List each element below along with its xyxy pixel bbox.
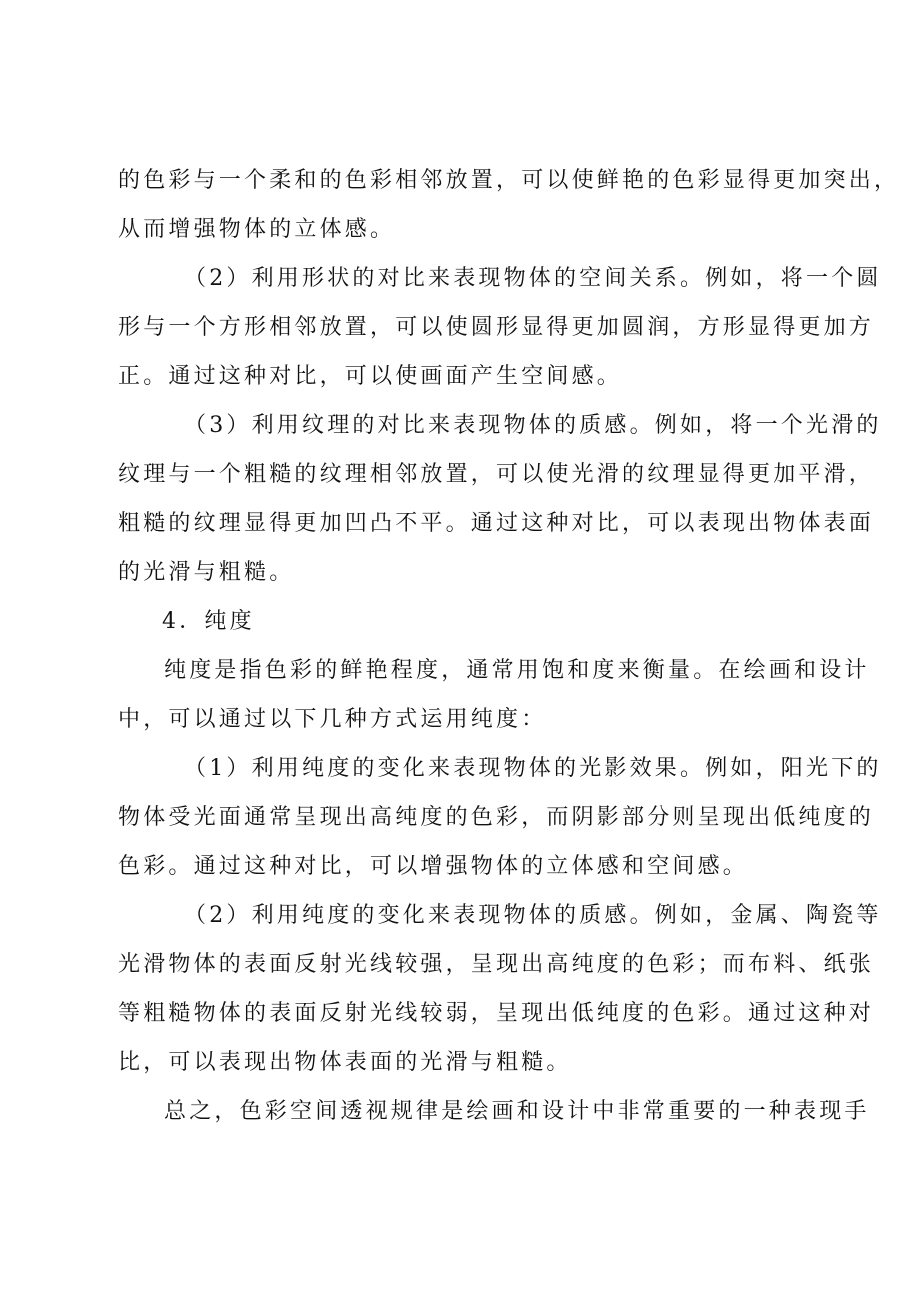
text-line-3: （2）利用形状的对比来表现物体的空间关系。例如，将一个圆 <box>184 266 882 291</box>
text-line-5: 正。通过这种对比，可以使画面产生空间感。 <box>118 364 623 389</box>
section-heading: 4．纯度 <box>162 609 255 634</box>
body-text <box>118 156 900 1136</box>
text-line-19: 比，可以表现出物体表面的光滑与粗糙。 <box>118 1050 572 1075</box>
text-line-6: （3）利用纹理的对比来表现物体的质感。例如，将一个光滑的 <box>184 413 882 438</box>
text-line-11: 纯度是指色彩的鲜艳程度，通常用饱和度来衡量。在绘画和设计 <box>164 658 870 683</box>
text-line-9: 的光滑与粗糙。 <box>118 560 295 585</box>
text-line-14: 物体受光面通常呈现出高纯度的色彩，而阴影部分则呈现出低纯度的 <box>118 805 875 830</box>
text-line-12: 中，可以通过以下几种方式运用纯度： <box>118 707 547 732</box>
text-line-13: （1）利用纯度的变化来表现物体的光影效果。例如，阳光下的 <box>184 756 882 781</box>
text-line-8: 粗糙的纹理显得更加凹凸不平。通过这种对比，可以表现出物体表面 <box>118 511 875 536</box>
text-line-4: 形与一个方形相邻放置，可以使圆形显得更加圆润，方形显得更加方 <box>118 315 875 340</box>
text-line-7: 纹理与一个粗糙的纹理相邻放置，可以使光滑的纹理显得更加平滑， <box>118 462 875 487</box>
text-line-18: 等粗糙物体的表面反射光线较弱，呈现出低纯度的色彩。通过这种对 <box>118 1001 875 1026</box>
text-line-1: 的色彩与一个柔和的色彩相邻放置，可以使鲜艳的色彩显得更加突出， <box>118 168 900 193</box>
text-line-17: 光滑物体的表面反射光线较强，呈现出高纯度的色彩；而布料、纸张 <box>118 952 875 977</box>
text-line-16: （2）利用纯度的变化来表现物体的质感。例如，金属、陶瓷等 <box>184 903 882 928</box>
text-line-20: 总之，色彩空间透视规律是绘画和设计中非常重要的一种表现手 <box>164 1099 870 1124</box>
text-line-15: 色彩。通过这种对比，可以增强物体的立体感和空间感。 <box>118 854 749 879</box>
text-line-2: 从而增强物体的立体感。 <box>118 217 396 242</box>
